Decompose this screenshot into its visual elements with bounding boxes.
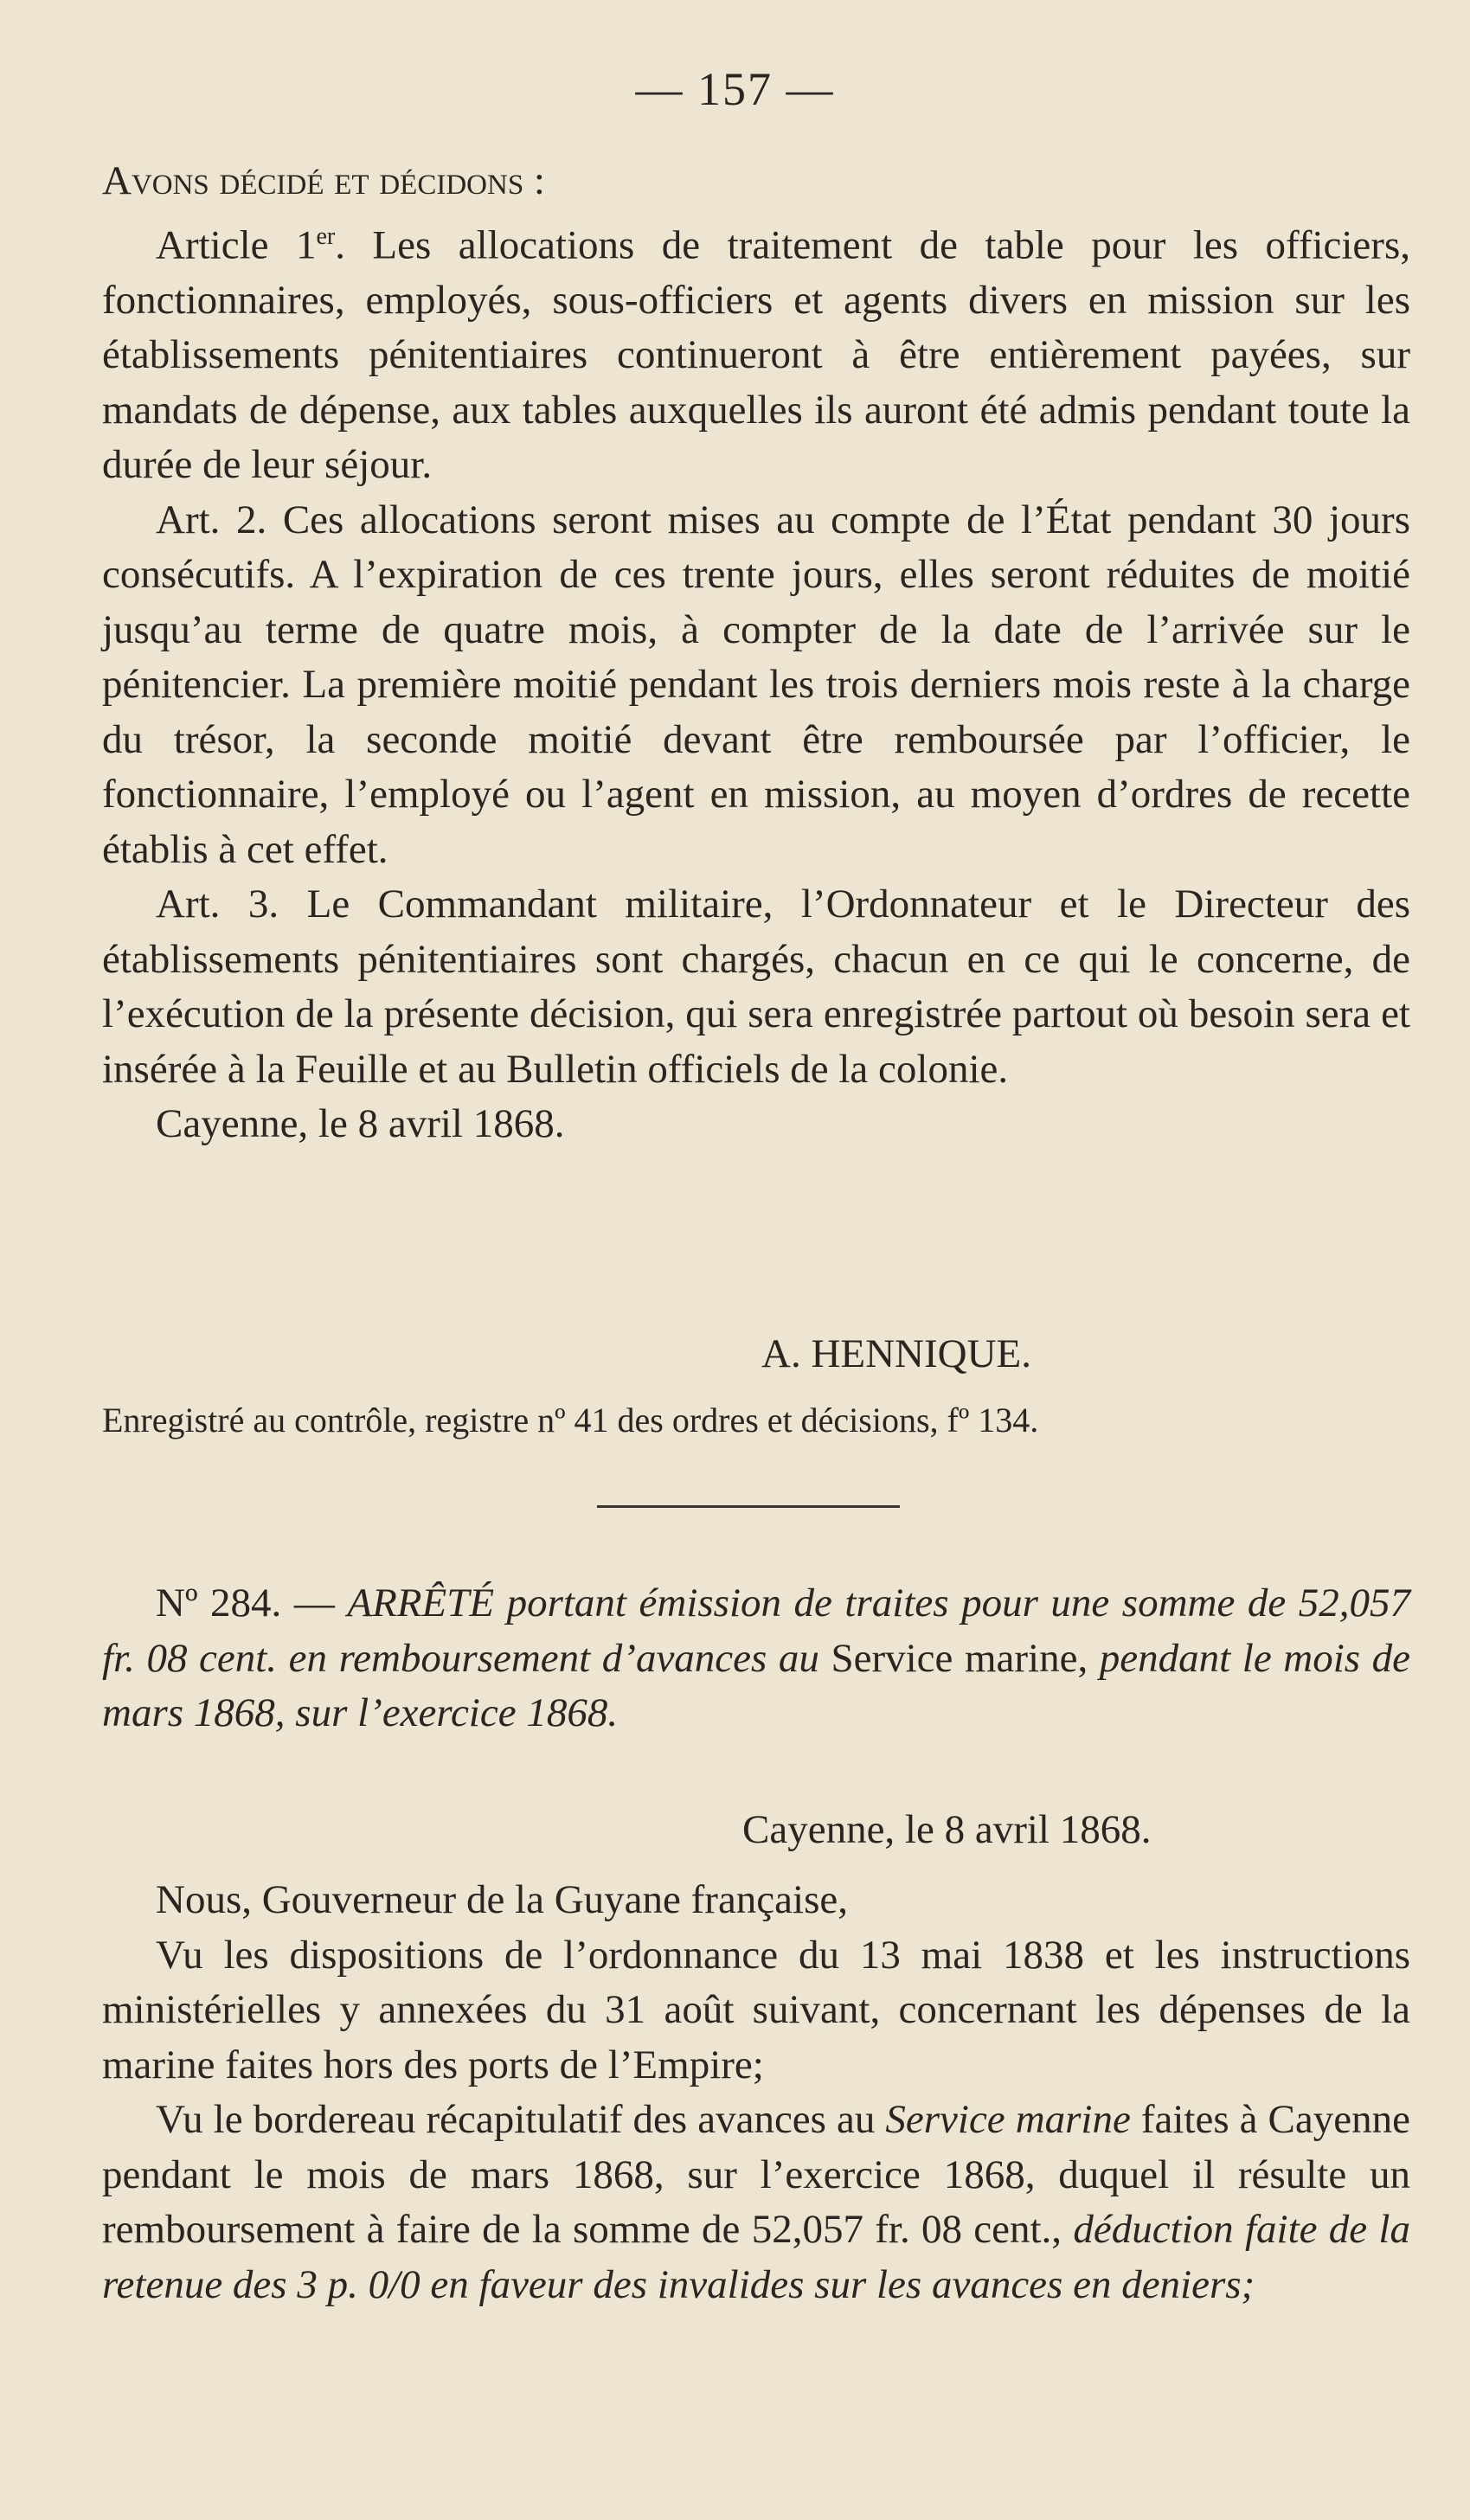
decision-body bbox=[102, 154, 1410, 1152]
section-divider bbox=[597, 1505, 900, 1508]
article-1: Article 1er. Les allocations de traitement de table pour les officiers, fonctionnaires, employés, sous-officiers et agents divers en mission sur les établissements pénitentiaires continueront à être entièrement payées, sur mandats de dépense, aux tables auxquelles ils auront été admis pendant toute la durée de leur séjour. bbox=[102, 222, 1410, 488]
governor-line: Nous, Gouverneur de la Guyane française, bbox=[156, 1877, 848, 1922]
arrete-body bbox=[102, 1873, 1410, 2312]
page-number: — 157 — bbox=[635, 63, 835, 115]
article-3: Art. 3. Le Commandant militaire, l’Ordonnateur et le Directeur des établissements pénitentiaires sont chargés, chacun en ce qui le concerne, de l’exécution de la présente décision, qui sera enregistrée partout où besoin sera et insérée à la Feuille et au Bulletin officiels de la colonie. bbox=[102, 882, 1410, 1092]
place-date: Cayenne, le 8 avril 1868. bbox=[156, 1101, 565, 1147]
decision-intro: Avons décidé et décidons : bbox=[102, 158, 545, 203]
article-2: Art. 2. Ces allocations seront mises au compte de l’État pendant 30 jours consécutifs. A l’expiration de ces trente jours, elles seront réduites de moitié jusqu’au terme de quatre mois, à compter de la date de l’arrivée sur le pénitencier. La première moitié pendant les trois derniers mois reste à la charge du trésor, la seconde moitié devant être remboursée par l’officier, le fonctionnaire, l’employé ou l’agent en mission, au moyen d’ordres de recette établis à cet effet. bbox=[102, 497, 1410, 872]
arrete-title: Nº 284. — ARRÊTÉ portant émission de traites pour une somme de 52,057 fr. 08 cent. en remboursement d’avances au Service marine, pendant le mois de mars 1868, sur l’exercice 1868. bbox=[102, 1581, 1411, 1735]
vu-1: Vu les dispositions de l’ordonnance du 13 mai 1838 et les instructions ministérielles y annexées du 31 août suivant, concernant les dépenses de la marine faites hors des ports de l’Empire; bbox=[102, 1932, 1410, 2087]
vu-2: Vu le bordereau récapitulatif des avances au Service marine faites à Cayenne pendant le mois de mars 1868, sur l’exercice 1868, duquel il résulte un remboursement à faire de la somme de 52,057 fr. 08 cent., déduction faite de la retenue des 3 p. 0/0 en faveur des invalides sur les avances en deniers; bbox=[102, 2097, 1410, 2307]
arrete-date: Cayenne, le 8 avril 1868. bbox=[742, 1807, 1152, 1852]
signature: A. HENNIQUE. bbox=[761, 1331, 1031, 1376]
registration-note: Enregistré au contrôle, registre nº 41 des ordres et décisions, fº 134. bbox=[102, 1401, 1039, 1440]
arrete-number: Nº 284. — bbox=[156, 1581, 348, 1625]
